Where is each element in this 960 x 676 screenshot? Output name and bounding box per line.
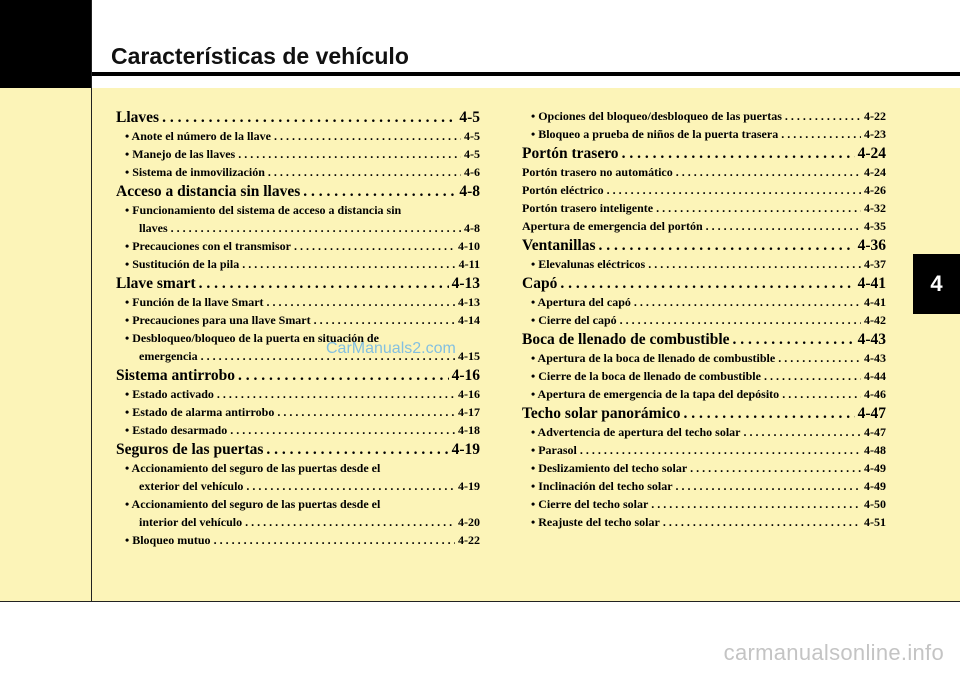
leader-dots xyxy=(683,404,854,423)
toc-entry-page: 4-5 xyxy=(464,147,480,161)
leader-dots xyxy=(599,236,855,255)
leader-dots xyxy=(214,531,455,549)
toc-entry-label: • Parasol xyxy=(531,443,577,457)
toc-entry-label: • Precauciones con el transmisor xyxy=(125,239,291,253)
toc-entry[interactable] xyxy=(116,145,480,163)
toc-entry-label: Portón eléctrico xyxy=(522,183,604,197)
leader-dots xyxy=(778,349,861,367)
toc-entry-label: • Bloqueo mutuo xyxy=(125,533,211,547)
toc-entry-label: • Estado desarmado xyxy=(125,423,228,437)
toc-section[interactable] xyxy=(116,440,480,459)
toc-section[interactable] xyxy=(522,274,886,293)
toc-entry-page: 4-5 xyxy=(459,109,480,126)
toc-entry-page: 4-47 xyxy=(864,425,886,439)
toc-entry-label: Capó xyxy=(522,275,558,292)
toc-entry-group xyxy=(116,201,480,237)
toc-entry-page: 4-16 xyxy=(451,367,480,384)
leader-dots xyxy=(651,495,861,513)
toc-entry[interactable] xyxy=(125,513,480,531)
toc-entry-group xyxy=(116,459,480,495)
page-title: Características de vehículo xyxy=(111,43,409,69)
leader-dots xyxy=(764,367,861,385)
toc-entry-page: 4-43 xyxy=(864,351,886,365)
toc-entry-page: 4-37 xyxy=(864,257,886,271)
toc-entry-label: • Estado de alarma antirrobo xyxy=(125,405,275,419)
toc-entry-page: 4-36 xyxy=(857,237,886,254)
toc-entry-page: 4-22 xyxy=(864,109,886,123)
toc-entry-label: Llaves xyxy=(116,109,160,126)
toc-entry-page: 4-32 xyxy=(864,201,886,215)
toc-entry-page: 4-41 xyxy=(864,295,886,309)
toc-entry[interactable] xyxy=(522,199,886,217)
toc-entry[interactable] xyxy=(116,311,480,329)
toc-entry-line1: • Funcionamiento del sistema de acceso a distancia sin xyxy=(125,203,402,217)
toc-entry-page: 4-10 xyxy=(458,239,480,253)
leader-dots xyxy=(620,311,861,329)
leader-dots xyxy=(622,144,855,163)
leader-dots xyxy=(744,423,862,441)
toc-entry-label: Portón trasero inteligente xyxy=(522,201,654,215)
toc-entry-page: 4-5 xyxy=(464,129,480,143)
toc-entry-label: Portón trasero xyxy=(522,145,619,162)
toc-section[interactable] xyxy=(116,108,480,127)
toc-entry[interactable] xyxy=(116,163,480,181)
toc-entry-page: 4-13 xyxy=(451,275,480,292)
toc-entry-label: Acceso a distancia sin llaves xyxy=(116,183,301,200)
toc-entry[interactable] xyxy=(116,531,480,549)
toc-entry-label: • Cierre de la boca de llenado de combustible xyxy=(531,369,761,383)
leader-dots xyxy=(266,440,448,459)
toc-entry-page: 4-6 xyxy=(464,165,480,179)
toc-entry[interactable] xyxy=(116,127,480,145)
toc-entry-page: 4-47 xyxy=(857,405,886,422)
toc-entry-page: 4-35 xyxy=(864,219,886,233)
toc-entry-page: 4-20 xyxy=(458,515,480,529)
toc-entry-page: 4-24 xyxy=(864,165,886,179)
toc-entry[interactable] xyxy=(125,477,480,495)
leader-dots xyxy=(706,217,861,235)
toc-entry-page: 4-19 xyxy=(451,441,480,458)
toc-entry[interactable] xyxy=(522,349,886,367)
toc-entry-page: 4-44 xyxy=(864,369,886,383)
toc-entry-label: • Apertura de la boca de llenado de combustible xyxy=(531,351,776,365)
toc-entry-page: 4-18 xyxy=(458,423,480,437)
leader-dots xyxy=(785,107,861,125)
leader-dots xyxy=(733,330,855,349)
toc-entry[interactable] xyxy=(116,421,480,439)
toc-entry-label: • Advertencia de apertura del techo solar xyxy=(531,425,741,439)
toc-entry-page: 4-48 xyxy=(864,443,886,457)
toc-entry[interactable] xyxy=(522,441,886,459)
toc-entry[interactable] xyxy=(522,125,886,143)
toc-section[interactable] xyxy=(522,236,886,255)
toc-entry-label: Sistema antirrobo xyxy=(116,367,235,384)
watermark: CarManuals2.com xyxy=(326,340,456,357)
toc-section[interactable] xyxy=(522,404,886,423)
toc-entry-label: • Reajuste del techo solar xyxy=(531,515,660,529)
toc-entry-page: 4-23 xyxy=(864,127,886,141)
toc-entry[interactable] xyxy=(522,163,886,181)
toc-section[interactable] xyxy=(522,144,886,163)
leader-dots xyxy=(580,441,861,459)
leader-dots xyxy=(648,255,861,273)
toc-entry-page: 4-43 xyxy=(857,331,886,348)
leader-dots xyxy=(268,163,461,181)
toc-entry[interactable] xyxy=(522,293,886,311)
leader-dots xyxy=(267,293,455,311)
toc-entry-page: 4-41 xyxy=(857,275,886,292)
toc-entry-page: 4-46 xyxy=(864,387,886,401)
toc-entry-page: 4-11 xyxy=(458,257,480,271)
toc-entry-label: • Opciones del bloqueo/desbloqueo de las puertas xyxy=(531,109,782,123)
leader-dots xyxy=(277,403,455,421)
toc-entry-label: • Sustitución de la pila xyxy=(125,257,240,271)
toc-entry-line1: • Accionamiento del seguro de las puertas desde el xyxy=(125,497,381,511)
toc-entry[interactable] xyxy=(522,477,886,495)
toc-entry-page: 4-22 xyxy=(458,533,480,547)
toc-entry-label: • Manejo de las llaves xyxy=(125,147,236,161)
toc-entry[interactable] xyxy=(522,423,886,441)
toc-entry-page: 4-8 xyxy=(459,183,480,200)
toc-entry[interactable] xyxy=(116,385,480,403)
toc-entry-label: • Inclinación del techo solar xyxy=(531,479,673,493)
toc-entry-page: 4-49 xyxy=(864,461,886,475)
toc-entry[interactable] xyxy=(522,255,886,273)
toc-entry[interactable] xyxy=(116,403,480,421)
leader-dots xyxy=(246,477,455,495)
leader-dots xyxy=(238,145,461,163)
leader-dots xyxy=(217,385,455,403)
toc-entry-line1: • Accionamiento del seguro de las puertas desde el xyxy=(125,461,381,475)
toc-entry-label: • Apertura del capó xyxy=(531,295,631,309)
toc-column-left xyxy=(116,107,480,549)
leader-dots xyxy=(560,274,854,293)
toc-entry-label: exterior del vehículo xyxy=(139,479,244,493)
toc-entry-page: 4-13 xyxy=(458,295,480,309)
toc-entry-page: 4-26 xyxy=(864,183,886,197)
toc-entry-label: • Función de la llave Smart xyxy=(125,295,264,309)
toc-entry-page: 4-17 xyxy=(458,405,480,419)
toc-entry-label: llaves xyxy=(139,221,168,235)
chapter-tab[interactable]: 4 xyxy=(913,254,960,314)
toc-entry-label: • Sistema de inmovilización xyxy=(125,165,265,179)
toc-entry-label: Apertura de emergencia del portón xyxy=(522,219,703,233)
toc-entry[interactable] xyxy=(116,237,480,255)
toc-entry-label: • Elevalunas eléctricos xyxy=(531,257,646,271)
toc-entry-label: • Apertura de emergencia de la tapa del depósito xyxy=(531,387,780,401)
corner-block xyxy=(0,0,92,88)
leader-dots xyxy=(634,293,861,311)
toc-entry-page: 4-8 xyxy=(464,221,480,235)
toc-section[interactable] xyxy=(116,274,480,293)
toc-section[interactable] xyxy=(116,366,480,385)
toc-entry-label: interior del vehículo xyxy=(139,515,243,529)
toc-entry-label: Llave smart xyxy=(116,275,196,292)
leader-dots xyxy=(162,108,456,127)
leader-dots xyxy=(199,274,449,293)
leader-dots xyxy=(171,219,461,237)
toc-entry[interactable] xyxy=(116,293,480,311)
leader-dots xyxy=(294,237,455,255)
toc-entry-label: • Deslizamiento del techo solar xyxy=(531,461,688,475)
leader-dots xyxy=(303,182,456,201)
leader-dots xyxy=(690,459,861,477)
leader-dots xyxy=(238,366,449,385)
toc-entry[interactable] xyxy=(522,367,886,385)
toc-entry-line1: • Desbloqueo/bloqueo de la puerta en situación de xyxy=(125,331,379,345)
toc-entry-label: Seguros de las puertas xyxy=(116,441,264,458)
header-rule xyxy=(92,72,960,76)
leader-dots xyxy=(245,513,455,531)
leader-dots xyxy=(274,127,461,145)
toc-entry-label: Boca de llenado de combustible xyxy=(522,331,730,348)
toc-entry-page: 4-19 xyxy=(458,479,480,493)
toc-section[interactable] xyxy=(116,182,480,201)
leader-dots xyxy=(230,421,455,439)
leader-dots xyxy=(314,311,455,329)
toc-entry-page: 4-16 xyxy=(458,387,480,401)
toc-entry[interactable] xyxy=(522,495,886,513)
toc-entry[interactable] xyxy=(522,107,886,125)
toc-entry-page: 4-49 xyxy=(864,479,886,493)
toc-entry-label: Techo solar panorámico xyxy=(522,405,681,422)
leader-dots xyxy=(676,163,861,181)
toc-entry[interactable] xyxy=(522,217,886,235)
toc-entry[interactable] xyxy=(522,513,886,531)
toc-entry-label: emergencia xyxy=(139,349,198,363)
toc-entry-label: • Estado activado xyxy=(125,387,214,401)
toc-entry[interactable] xyxy=(522,311,886,329)
toc-entry[interactable] xyxy=(522,181,886,199)
toc-section[interactable] xyxy=(522,330,886,349)
toc-entry-page: 4-24 xyxy=(857,145,886,162)
toc-entry-page: 4-42 xyxy=(864,313,886,327)
leader-dots xyxy=(781,125,861,143)
toc-column-right xyxy=(522,107,886,531)
toc-entry-label: • Cierre del capó xyxy=(531,313,617,327)
toc-entry[interactable] xyxy=(116,255,480,273)
toc-entry[interactable] xyxy=(522,385,886,403)
toc-entry-page: 4-51 xyxy=(864,515,886,529)
toc-entry-label: Ventanillas xyxy=(522,237,596,254)
toc-entry-label: • Bloqueo a prueba de niños de la puerta trasera xyxy=(531,127,779,141)
toc-entry-label: • Cierre del techo solar xyxy=(531,497,649,511)
toc-entry[interactable] xyxy=(125,219,480,237)
toc-entry[interactable] xyxy=(522,459,886,477)
footer-url[interactable]: carmanualsonline.info xyxy=(723,640,944,665)
leader-dots xyxy=(782,385,861,403)
toc-entry-label: • Anote el número de la llave xyxy=(125,129,271,143)
toc-entry-group xyxy=(116,495,480,531)
leader-dots xyxy=(663,513,861,531)
toc-entry-page: 4-15 xyxy=(458,349,480,363)
margin-rule xyxy=(91,0,92,602)
leader-dots xyxy=(676,477,861,495)
toc-entry-label: • Precauciones para una llave Smart xyxy=(125,313,311,327)
toc-entry-page: 4-50 xyxy=(864,497,886,511)
leader-dots xyxy=(656,199,861,217)
toc-entry-page: 4-14 xyxy=(458,313,480,327)
footer-rule xyxy=(0,601,960,602)
leader-dots xyxy=(242,255,455,273)
leader-dots xyxy=(607,181,861,199)
toc-entry-label: Portón trasero no automático xyxy=(522,165,673,179)
